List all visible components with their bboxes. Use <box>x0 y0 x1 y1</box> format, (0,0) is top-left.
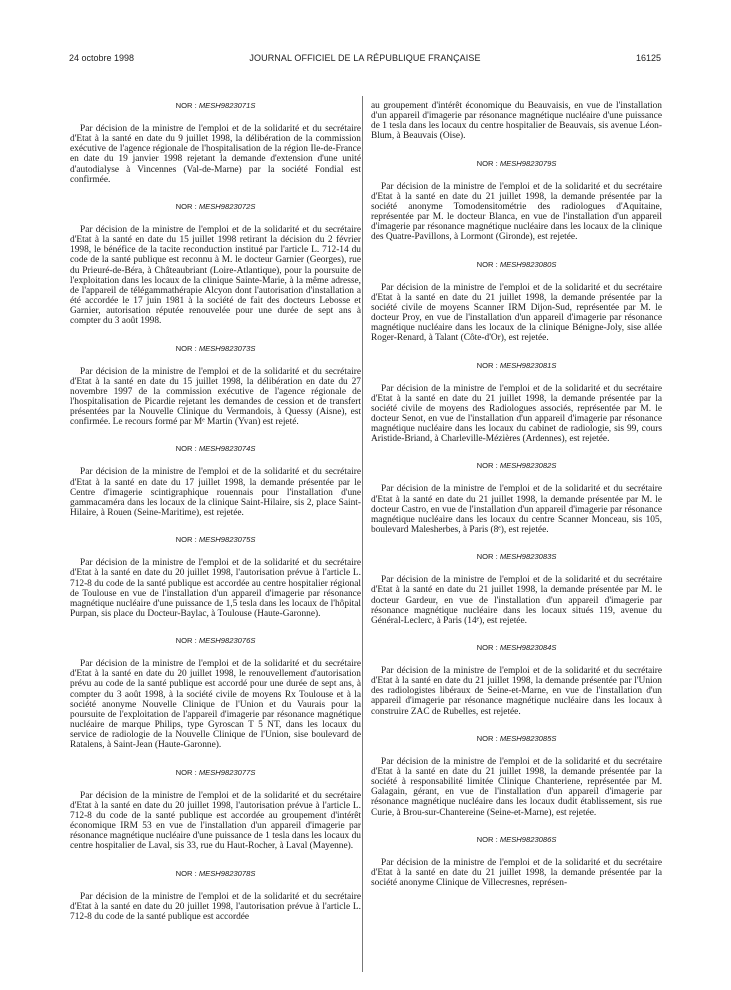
nor-reference: NOR : MESH9823079S <box>476 158 557 168</box>
decision-text: Par décision de la ministre de l'emploi et de la solidarité et du secrétaire d'Etat à la santé en date du 17 juillet 1998, la demande présentée par le Centre d'imagerie scintigraphique rouennais pour l'installation d'une gammacaméra dans les locaux de la clinique Saint-Hilaire, sis 2, place Saint-Hilaire, à Rouen (Seine-Maritime), est rejetée. <box>70 467 361 519</box>
continuation-text: au groupement d'intérêt économique du Beauvaisis, en vue de l'installation d'un appareil d'imagerie par résonance magnétique nucléaire d'une puissance de 1 tesla dans les locaux du centre hospitalier de Beauvais, sis avenue Léon-Blum, à Beauvais (Oise). <box>371 101 662 142</box>
nor-reference: NOR : MESH9823082S <box>476 461 557 471</box>
page-number: 16125 <box>635 53 661 63</box>
nor-reference: NOR : MESH9823074S <box>175 444 256 454</box>
decision-continuation <box>371 101 662 142</box>
left-column <box>70 101 361 939</box>
nor-reference: NOR : MESH9823086S <box>476 834 557 844</box>
column-divider <box>362 96 363 972</box>
decision-entry <box>371 361 662 445</box>
decision-entry <box>371 734 662 818</box>
nor-reference: NOR : MESH9823072S <box>175 201 256 211</box>
nor-reference: NOR : MESH9823080S <box>476 259 557 269</box>
nor-reference: NOR : MESH9823084S <box>476 643 557 652</box>
nor-reference: NOR : MESH9823071S <box>175 101 256 110</box>
decision-entry <box>70 535 361 619</box>
decision-entry <box>371 552 662 626</box>
decision-entry <box>371 461 662 535</box>
nor-reference: NOR : MESH9823078S <box>175 868 256 878</box>
nor-reference: NOR : MESH9823083S <box>476 552 557 562</box>
decision-entry <box>70 768 361 852</box>
decision-text: Par décision de la ministre de l'emploi et de la solidarité et du secrétaire d'Etat à la santé en date du 21 juillet 1998, la demande présentée par M. le docteur Castro, en vue de l'installation d'un appareil d'imagerie par résonance magnétique nucléaire dans les locaux du centre Scanner Monceau, sis 105, boulevard Malesherbes, à Paris (8ᵉ), est rejetée. <box>371 484 662 536</box>
decision-text: Par décision de la ministre de l'emploi et de la solidarité et du secrétaire d'Etat à la santé en date du 9 juillet 1998, la délibération de la commission exécutive de l'agence régionale de l'hospitalisation de la région Ile-de-France en date du 19 janvier 1998 rejetant la demande d'extension d'une unité d'autodialyse à Vincennes (Val-de-Marne) par la société Fondial est confirmée. <box>70 124 361 185</box>
decision-text: Par décision de la ministre de l'emploi et de la solidarité et du secrétaire d'Etat à la santé en date du 20 juillet 1998, le renouvellement d'autorisation prévu au code de la santé publique est accordé pour une durée de sept ans, à compter du 3 août 1998, à la société civile de moyens Rx Toulouse et à la société anonyme Nouvelle Clinique de l'Union et du Vaurais pour la poursuite de l'exploitation de l'appareil d'imagerie par résonance magnétique nucléaire de marque Philips, type Gyroscan T 5 NT, dans les locaux du service de radiologie de la Nouvelle Clinique de l'Union, sise boulevard de Ratalens, à Saint-Jean (Haute-Garonne). <box>70 659 361 751</box>
decision-text: Par décision de la ministre de l'emploi et de la solidarité et du secrétaire d'Etat à la santé en date du 21 juillet 1998, la demande présentée par la société civile de moyens Scanner IRM Dijon-Sud, représentée par M. le docteur Proy, en vue de l'installation d'un appareil d'imagerie par résonance magnétique nucléaire dans les locaux de la clinique Bénigne-Joly, sise allée Roger-Renard, à Talant (Côte-d'Or), est rejetée. <box>371 282 662 344</box>
decision-text: Par décision de la ministre de l'emploi et de la solidarité et du secrétaire d'Etat à la santé en date du 21 juillet 1998, la demande présentée par la société anonyme Tomodensitométrie des radiologues d'Aquitaine, représentée par M. le docteur Blanca, en vue de l'installation d'un appareil d'imagerie par résonance magnétique nucléaire dans les locaux de la clinique des Quatre-Pavillons, à Lormont (Gironde), est rejetée. <box>371 181 662 243</box>
nor-reference: NOR : MESH9823076S <box>175 636 256 646</box>
running-header <box>69 53 661 67</box>
right-column <box>371 101 662 905</box>
nor-reference: NOR : MESH9823075S <box>175 535 256 545</box>
nor-reference: NOR : MESH9823081S <box>476 360 557 370</box>
decision-entry <box>70 869 361 922</box>
decision-entry <box>371 260 662 344</box>
decision-text: Par décision de la ministre de l'emploi et de la solidarité et du secrétaire d'Etat à la santé en date du 20 juillet 1998, l'autorisation prévue à l'article L. 712-8 du code de la santé publique est accordée au centre hospitalier régional de Toulouse en vue de l'installation d'un appareil d'imagerie par résonance magnétique nucléaire d'une puissance de 1,5 tesla dans les locaux de l'hôpital Purpan, sis place du Docteur-Baylac, à Toulouse (Haute-Garonne). <box>70 558 361 619</box>
decision-entry <box>70 344 361 428</box>
decision-text: Par décision de la ministre de l'emploi et de la solidarité et du secrétaire d'Etat à la santé en date du 21 juillet 1998, la demande présentée par la société à responsabilité limitée Clinique Chanteriene, représentée par M. Galagain, gérant, en vue de l'installation d'un appareil d'imagerie par résonance magnétique nucléaire dans les locaux dudit établissement, sis rue Curie, à Brou-sur-Chantereine (Seine-et-Marne), est rejetée. <box>371 756 662 818</box>
issue-date: 24 octobre 1998 <box>69 53 135 63</box>
decision-entry <box>70 202 361 327</box>
decision-entry <box>371 643 662 717</box>
nor-reference: NOR : MESH9823073S <box>175 343 256 353</box>
decision-text: Par décision de la ministre de l'emploi et de la solidarité et du secrétaire d'Etat à la santé en date du 20 juillet 1998, l'autorisation prévue à l'article L. 712-8 du code de la santé publique est accordée <box>70 891 361 922</box>
decision-entry <box>70 636 361 750</box>
nor-reference: NOR : MESH9823077S <box>175 767 256 777</box>
decision-entry <box>371 159 662 243</box>
decision-text: Par décision de la ministre de l'emploi et de la solidarité et du secrétaire d'Etat à la santé en date du 20 juillet 1998, l'autorisation prévue à l'article L. 712-8 du code de la santé publique est accordée au groupement d'intérêt économique IRM 53 en vue de l'installation d'un appareil d'imagerie par résonance magnétique nucléaire d'une puissance de 1 tesla dans les locaux du centre hospitalier de Laval, sis 33, rue du Haut-Rocher, à Laval (Mayenne). <box>70 790 361 852</box>
decision-text: Par décision de la ministre de l'emploi et de la solidarité et du secrétaire d'Etat à la santé en date du 21 juillet 1998, la demande présentée par la société civile de moyens des Radiologues associés, représentée par M. le docteur Senot, en vue de l'installation d'un appareil d'imagerie par résonance magnétique nucléaire dans les locaux du cabinet de radiologie, sis 99, cours Aristide-Briand, à Charleville-Mézières (Ardennes), est rejetée. <box>371 383 662 445</box>
decision-text: Par décision de la ministre de l'emploi et de la solidarité et du secrétaire d'Etat à la santé en date du 21 juillet 1998, la demande présentée par M. le docteur Gardeur, en vue de l'installation d'un appareil d'imagerie par résonance magnétique nucléaire dans les locaux situés 119, avenue du Général-Leclerc, à Paris (14ᵉ), est rejetée. <box>371 575 662 626</box>
decision-text: Par décision de la ministre de l'emploi et de la solidarité et du secrétaire d'Etat à la santé en date du 21 juillet 1998, la demande présentée par la société anonyme Clinique de Villecresnes, représen- <box>371 857 662 889</box>
decision-entry <box>70 444 361 518</box>
decision-text: Par décision de la ministre de l'emploi et de la solidarité et du secrétaire d'Etat à la santé en date du 21 juillet 1998, la demande présentée par l'Union des radiologistes libéraux de Seine-et-Marne, en vue de l'installation d'un appareil d'imagerie par résonance magnétique nucléaire dans les locaux à construire ZAC de Rubelles, est rejetée. <box>371 666 662 717</box>
decision-entry <box>70 101 361 185</box>
journal-title: JOURNAL OFFICIEL DE LA RÉPUBLIQUE FRANÇAISE <box>249 53 481 63</box>
nor-reference: NOR : MESH9823085S <box>476 733 557 743</box>
decision-text: Par décision de la ministre de l'emploi et de la solidarité et du secrétaire d'Etat à la santé en date du 15 juillet 1998, la délibération en date du 27 novembre 1997 de la commission exécutive de l'agence régionale de l'hospitalisation de Picardie rejetant les demandes de cession et de transfert présentées par la Nouvelle Clinique du Vermandois, à Quessy (Aisne), est confirmée. Le recours formé par Mᵉ Martin (Yvan) est rejeté. <box>70 366 361 428</box>
decision-entry <box>371 835 662 888</box>
decision-text: Par décision de la ministre de l'emploi et de la solidarité et du secrétaire d'Etat à la santé en date du 15 juillet 1998 retirant la décision du 2 février 1998, le bénéfice de la tacite reconduction institué par l'article L. 712-14 du code de la santé publique est reconnu à M. le docteur Garnier (Georges), rue du Prieuré-de-Béra, à Châteaubriant (Loire-Atlantique), pour la poursuite de l'exploitation dans les locaux de la clinique Sainte-Marie, à la même adresse, de l'appareil de télégammathérapie Alcyon dont l'autorisation d'installation a été accordée le 17 juin 1981 à la société de fait des docteurs Lebosse et Garnier, autorisation réputée renouvelée pour une durée de sept ans à compter du 3 août 1998. <box>70 224 361 327</box>
